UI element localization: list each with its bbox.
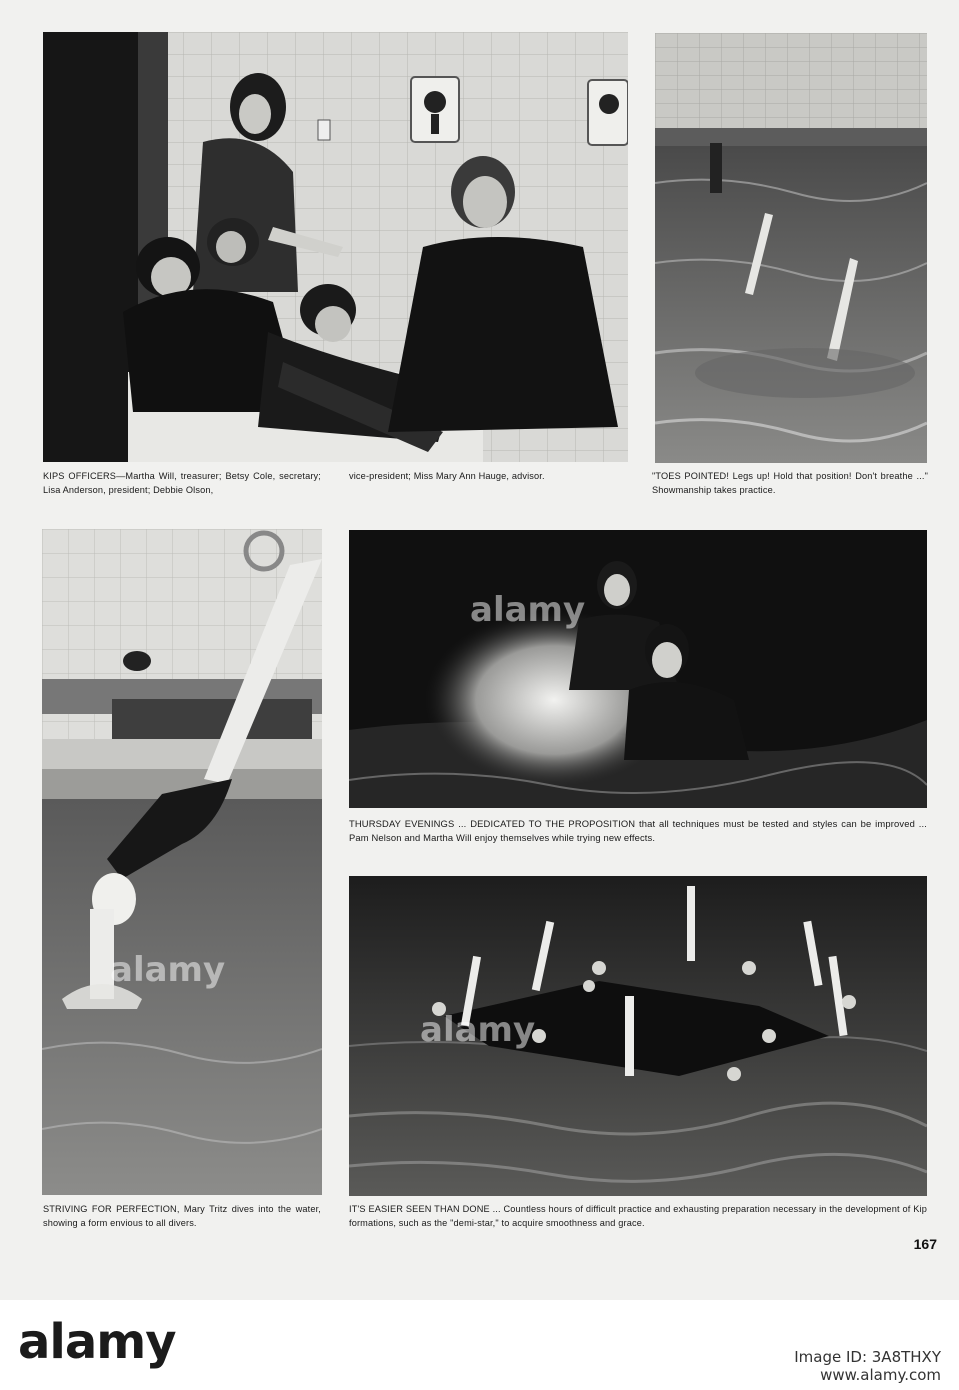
watermark: alamy — [470, 590, 586, 630]
thursday-evenings-caption: THURSDAY EVENINGS ... DEDICATED TO THE PROPOSITION that all techniques must be tested and styles can be improved ... Pam Nelson and Martha Will enjoy themselves while trying new effects. — [349, 818, 927, 843]
diver-photo — [42, 529, 322, 1195]
kips-officers-caption-left: KIPS OFFICERS—Martha Will, treasurer; Betsy Cole, secretary; Lisa Anderson, president; Debbie Olson, — [43, 471, 321, 495]
page-number: 167 — [913, 1236, 937, 1252]
kips-officers-caption-right: vice-president; Miss Mary Ann Hauge, advisor. — [349, 471, 545, 481]
toes-pointed-caption: "TOES POINTED! Legs up! Hold that position! Don't breathe ..." Showmanship takes practice. — [652, 471, 928, 495]
watermark: alamy — [420, 1010, 536, 1050]
kips-officers-photo — [43, 32, 628, 462]
striving-caption: STRIVING FOR PERFECTION, Mary Tritz dives into the water, showing a form envious to all divers. — [43, 1204, 321, 1228]
thursday-evenings-photo — [349, 530, 927, 808]
image-id — [794, 1348, 941, 1384]
image-id-line: Image ID: 3A8THXY — [794, 1348, 941, 1366]
watermark: alamy — [110, 950, 226, 990]
toes-pointed-photo — [655, 33, 927, 463]
site-url: www.alamy.com — [820, 1366, 941, 1384]
easier-seen-caption: IT'S EASIER SEEN THAN DONE ... Countless hours of difficult practice and exhausting preparation necessary in the development of Kip formations, such as the "demi-star," to acquire smoothness and grace. — [349, 1204, 927, 1228]
brand-logo: alamy — [18, 1314, 176, 1370]
